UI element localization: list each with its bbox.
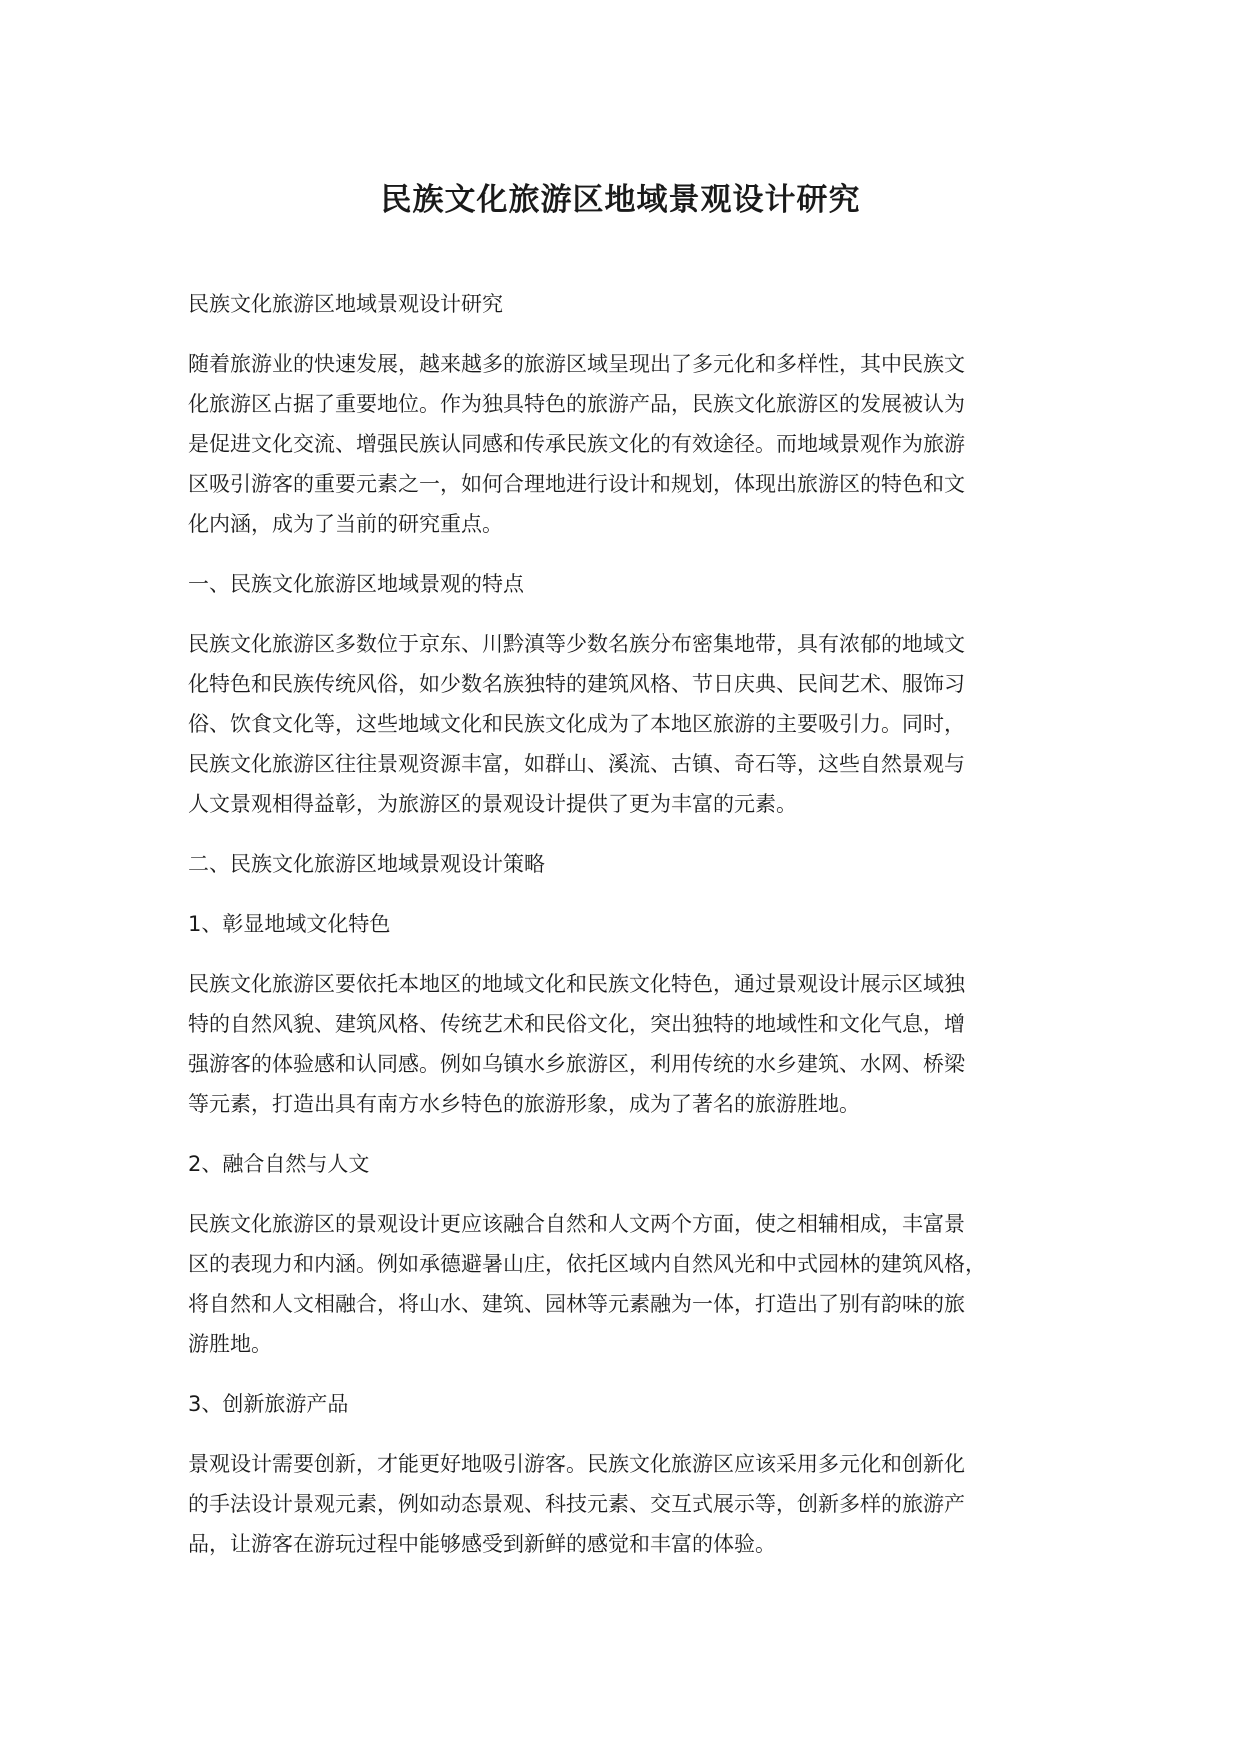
paragraph-line: 民族文化旅游区的景观设计更应该融合自然和人文两个方面，使之相辅相成，丰富景 (188, 1212, 965, 1236)
paragraph-line: 化旅游区占据了重要地位。作为独具特色的旅游产品，民族文化旅游区的发展被认为 (188, 392, 965, 416)
item3-paragraph (188, 1444, 1074, 1564)
document-body (188, 284, 1074, 1584)
paragraph-line: 区吸引游客的重要元素之一，如何合理地进行设计和规划，体现出旅游区的特色和文 (188, 472, 965, 496)
paragraph-line: 将自然和人文相融合，将山水、建筑、园林等元素融为一体，打造出了别有韵味的旅 (188, 1292, 965, 1316)
paragraph-line: 品，让游客在游玩过程中能够感受到新鲜的感觉和丰富的体验。 (188, 1532, 776, 1556)
paragraph-line: 特的自然风貌、建筑风格、传统艺术和民俗文化，突出独特的地域性和文化气息，增 (188, 1012, 965, 1036)
paragraph-line: 俗、饮食文化等，这些地域文化和民族文化成为了本地区旅游的主要吸引力。同时， (188, 712, 965, 736)
intro-paragraph (188, 344, 1074, 544)
subtitle: 民族文化旅游区地域景观设计研究 (188, 292, 503, 316)
item2-paragraph (188, 1204, 1074, 1364)
section1-paragraph (188, 624, 1074, 824)
item1-paragraph (188, 964, 1074, 1124)
paragraph-line: 强游客的体验感和认同感。例如乌镇水乡旅游区，利用传统的水乡建筑、水网、桥梁 (188, 1052, 965, 1076)
section2-heading: 二、民族文化旅游区地域景观设计策略 (188, 852, 545, 876)
paragraph-line: 人文景观相得益彰，为旅游区的景观设计提供了更为丰富的元素。 (188, 792, 797, 816)
section1-heading: 一、民族文化旅游区地域景观的特点 (188, 572, 524, 596)
paragraph-line: 民族文化旅游区多数位于京东、川黔滇等少数名族分布密集地带，具有浓郁的地域文 (188, 632, 965, 656)
paragraph-line: 等元素，打造出具有南方水乡特色的旅游形象，成为了著名的旅游胜地。 (188, 1092, 860, 1116)
paragraph-line: 民族文化旅游区要依托本地区的地域文化和民族文化特色，通过景观设计展示区域独 (188, 972, 965, 996)
paragraph-line: 的手法设计景观元素，例如动态景观、科技元素、交互式展示等，创新多样的旅游产 (188, 1492, 965, 1516)
paragraph-line: 化特色和民族传统风俗，如少数名族独特的建筑风格、节日庆典、民间艺术、服饰习 (188, 672, 965, 696)
paragraph-line: 游胜地。 (188, 1332, 272, 1356)
item1-heading: 1、彰显地域文化特色 (188, 912, 391, 936)
paragraph-line: 化内涵，成为了当前的研究重点。 (188, 512, 503, 536)
paragraph-line: 是促进文化交流、增强民族认同感和传承民族文化的有效途径。而地域景观作为旅游 (188, 432, 965, 456)
item2-heading: 2、融合自然与人文 (188, 1152, 370, 1176)
paragraph-line: 随着旅游业的快速发展，越来越多的旅游区域呈现出了多元化和多样性，其中民族文 (188, 352, 965, 376)
paragraph-line: 景观设计需要创新，才能更好地吸引游客。民族文化旅游区应该采用多元化和创新化 (188, 1452, 965, 1476)
item3-heading: 3、创新旅游产品 (188, 1392, 349, 1416)
paragraph-line: 民族文化旅游区往往景观资源丰富，如群山、溪流、古镇、奇石等，这些自然景观与 (188, 752, 965, 776)
paragraph-line: 区的表现力和内涵。例如承德避暑山庄，依托区域内自然风光和中式园林的建筑风格， (188, 1252, 986, 1276)
document-title: 民族文化旅游区地域景观设计研究 (380, 182, 861, 218)
